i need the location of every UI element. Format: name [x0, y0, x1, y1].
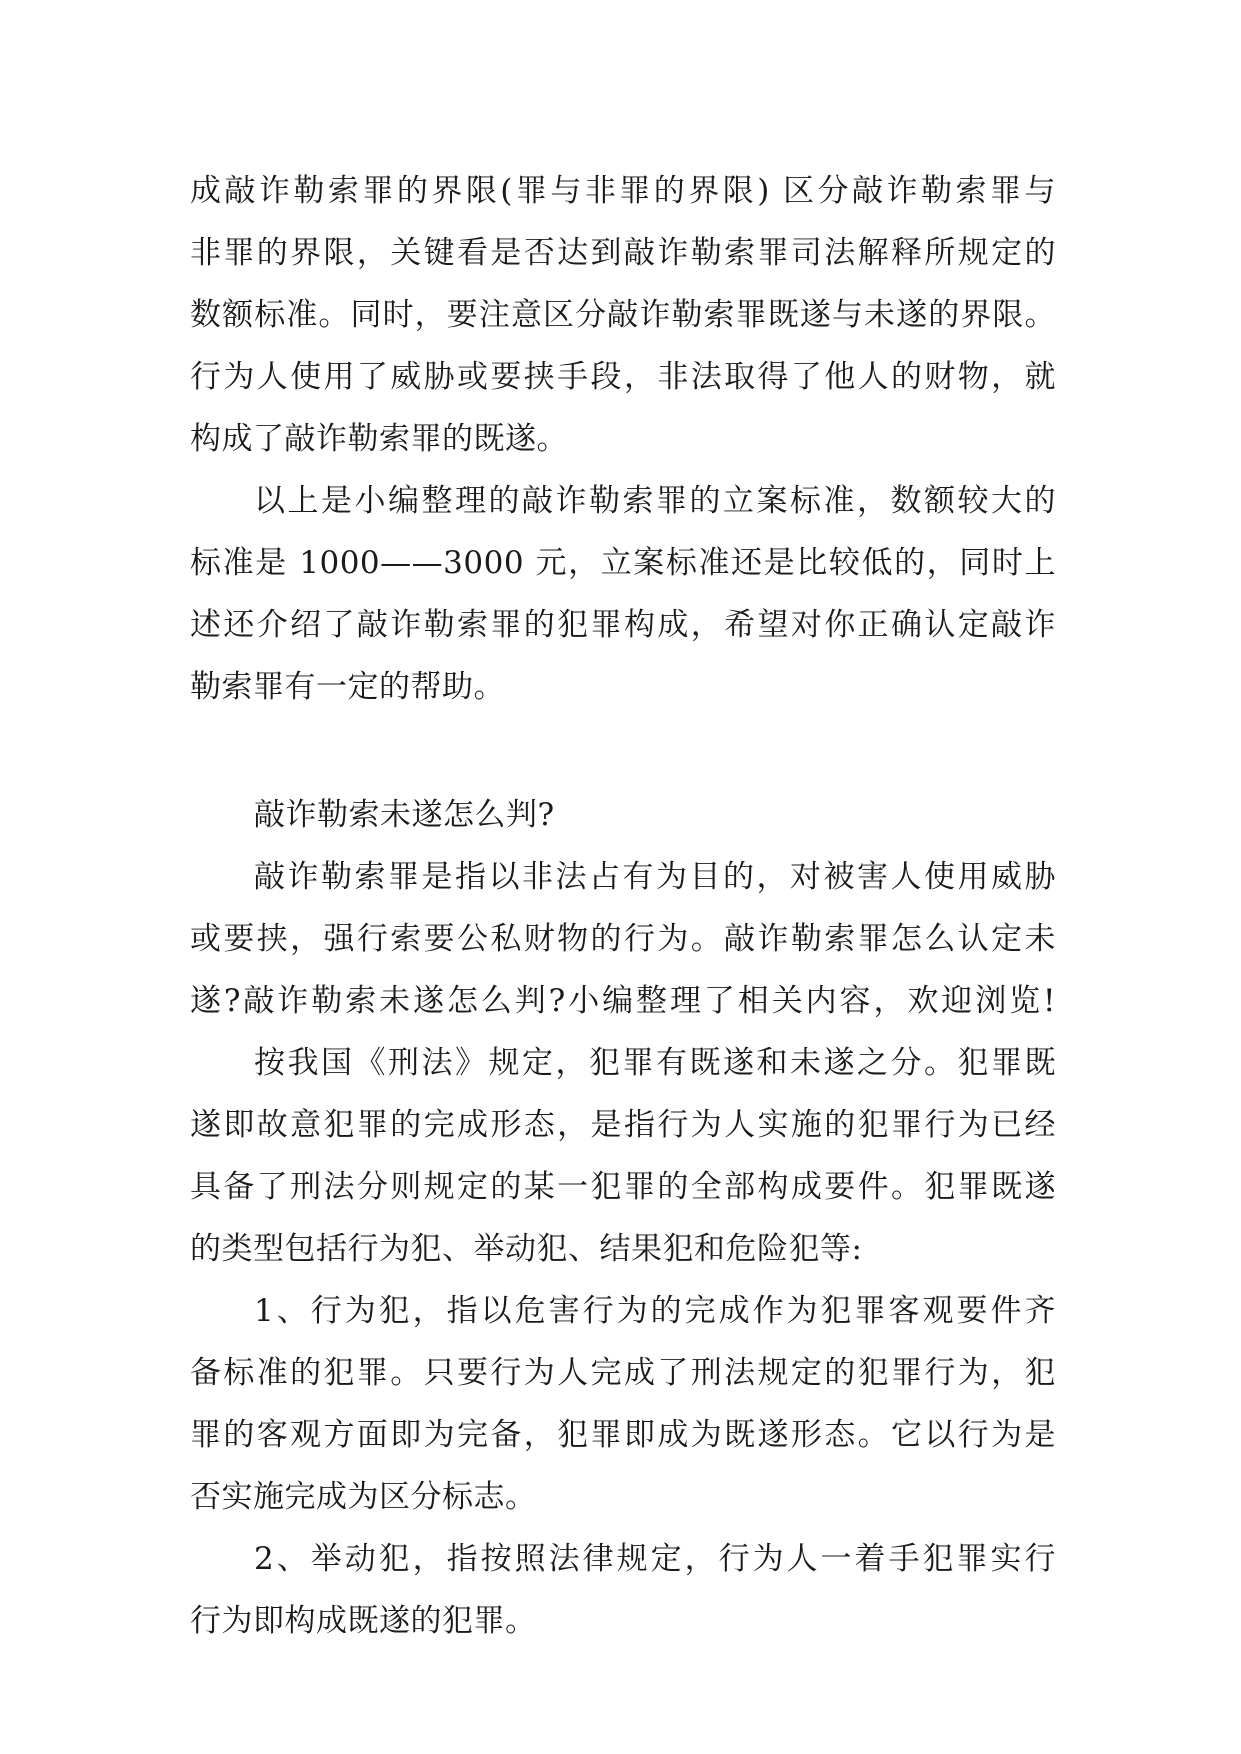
paragraph-gap — [190, 718, 1056, 784]
paragraph-boundary — [190, 160, 1056, 470]
text-line: 数额标准。同时，要注意区分敲诈勒索罪既遂与未遂的界限。 — [190, 297, 1056, 333]
text-line: 按我国《刑法》规定，犯罪有既遂和未遂之分。犯罪既 — [254, 1045, 1056, 1081]
text-line: 具备了刑法分则规定的某一犯罪的全部构成要件。犯罪既遂 — [190, 1169, 1056, 1205]
text-line: 敲诈勒索罪是指以非法占有为目的，对被害人使用威胁 — [254, 859, 1056, 895]
text-line: 或要挟，强行索要公私财物的行为。敲诈勒索罪怎么认定未 — [190, 921, 1056, 957]
text-line: 行为人使用了威胁或要挟手段，非法取得了他人的财物，就 — [190, 359, 1056, 395]
text-line: 勒索罪有一定的帮助。 — [190, 669, 505, 705]
paragraph-item-1 — [190, 1280, 1056, 1528]
paragraph-definition — [190, 846, 1056, 1032]
paragraph-item-2 — [190, 1528, 1056, 1652]
text-line: 标准是 1000——3000 元，立案标准还是比较低的，同时上 — [190, 545, 1056, 581]
paragraph-criminal-law — [190, 1032, 1056, 1280]
text-line: 构成了敲诈勒索罪的既遂。 — [190, 421, 568, 457]
text-line: 非罪的界限，关键看是否达到敲诈勒索罪司法解释所规定的 — [190, 235, 1056, 271]
heading-line: 敲诈勒索未遂怎么判? — [254, 797, 555, 833]
text-line: 的类型包括行为犯、举动犯、结果犯和危险犯等: — [190, 1231, 863, 1267]
text-line: 成敲诈勒索罪的界限(罪与非罪的界限) 区分敲诈勒索罪与 — [190, 173, 1056, 209]
text-line: 2、举动犯，指按照法律规定，行为人一着手犯罪实行 — [254, 1541, 1056, 1577]
text-line: 遂即故意犯罪的完成形态，是指行为人实施的犯罪行为已经 — [190, 1107, 1056, 1143]
text-line: 备标准的犯罪。只要行为人完成了刑法规定的犯罪行为，犯 — [190, 1355, 1056, 1391]
paragraph-summary — [190, 470, 1056, 718]
text-line: 罪的客观方面即为完备，犯罪即成为既遂形态。它以行为是 — [190, 1417, 1056, 1453]
text-line: 行为即构成既遂的犯罪。 — [190, 1603, 537, 1639]
text-line: 否实施完成为区分标志。 — [190, 1479, 537, 1515]
section-heading — [190, 784, 1056, 846]
text-line: 以上是小编整理的敲诈勒索罪的立案标准，数额较大的 — [254, 483, 1056, 519]
text-line: 遂?敲诈勒索未遂怎么判?小编整理了相关内容，欢迎浏览! — [190, 983, 1056, 1019]
document-page — [190, 160, 1056, 1652]
text-line: 述还介绍了敲诈勒索罪的犯罪构成，希望对你正确认定敲诈 — [190, 607, 1056, 643]
text-line: 1、行为犯，指以危害行为的完成作为犯罪客观要件齐 — [254, 1293, 1056, 1329]
